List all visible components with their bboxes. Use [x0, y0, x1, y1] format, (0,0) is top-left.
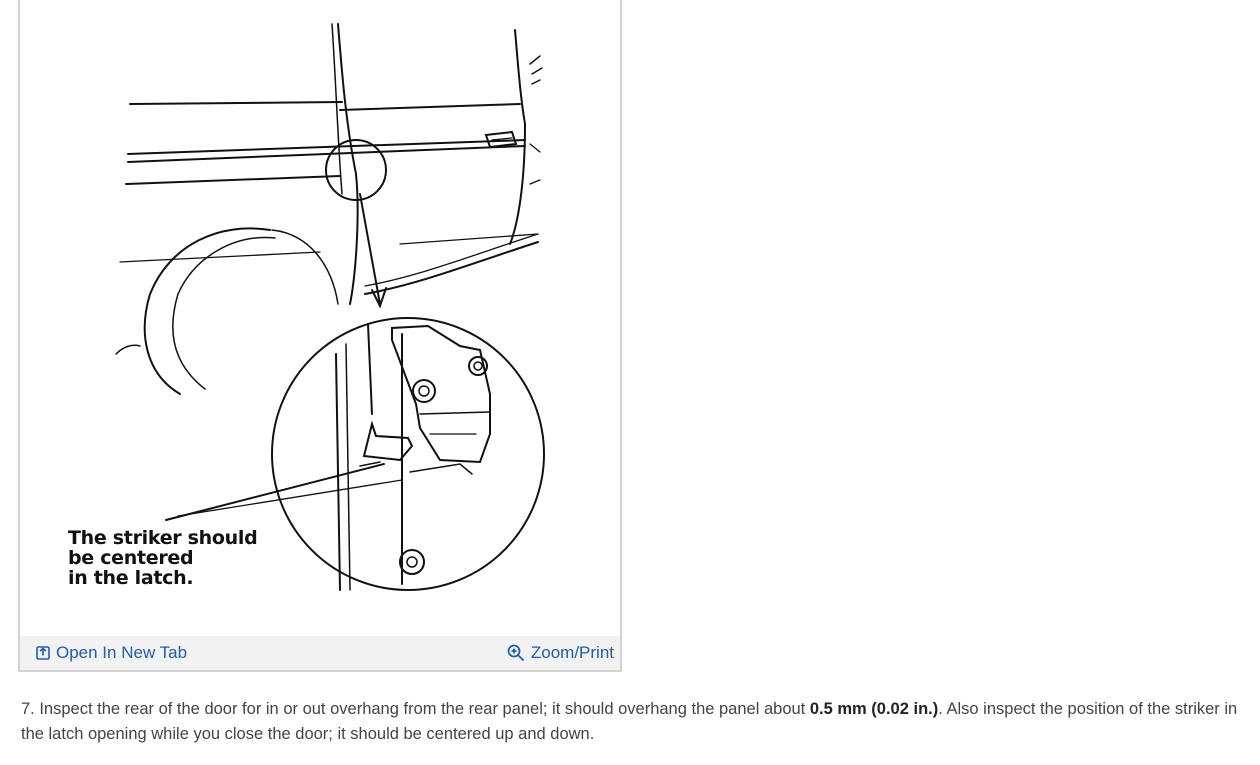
figure-container: [18, 0, 622, 672]
open-new-tab-label: Open In New Tab: [56, 643, 188, 662]
zoom-print-button[interactable]: [507, 643, 614, 663]
figure-caption: [68, 528, 257, 588]
step-number: 7.: [21, 700, 35, 718]
zoom-print-label: Zoom/Print: [530, 643, 614, 662]
caption-line: be centered: [68, 547, 194, 569]
zoom-in-icon: [507, 644, 525, 662]
open-new-tab-button[interactable]: [36, 643, 187, 663]
step-measurement: 0.5 mm (0.02 in.): [809, 700, 939, 718]
open-new-tab-icon: [36, 646, 50, 660]
figure-toolbar: [20, 636, 620, 670]
step-text-before: Inspect the rear of the door for in or out overhang from the rear panel; it should overhang the panel about: [34, 700, 810, 718]
caption-line: in the latch.: [68, 567, 194, 589]
instruction-step: [21, 697, 1241, 747]
caption-line: The striker should: [68, 527, 258, 549]
step-text-after: . Also inspect the position of the striker in the latch opening while you close the door; it should be centered up and down.: [21, 700, 1238, 743]
